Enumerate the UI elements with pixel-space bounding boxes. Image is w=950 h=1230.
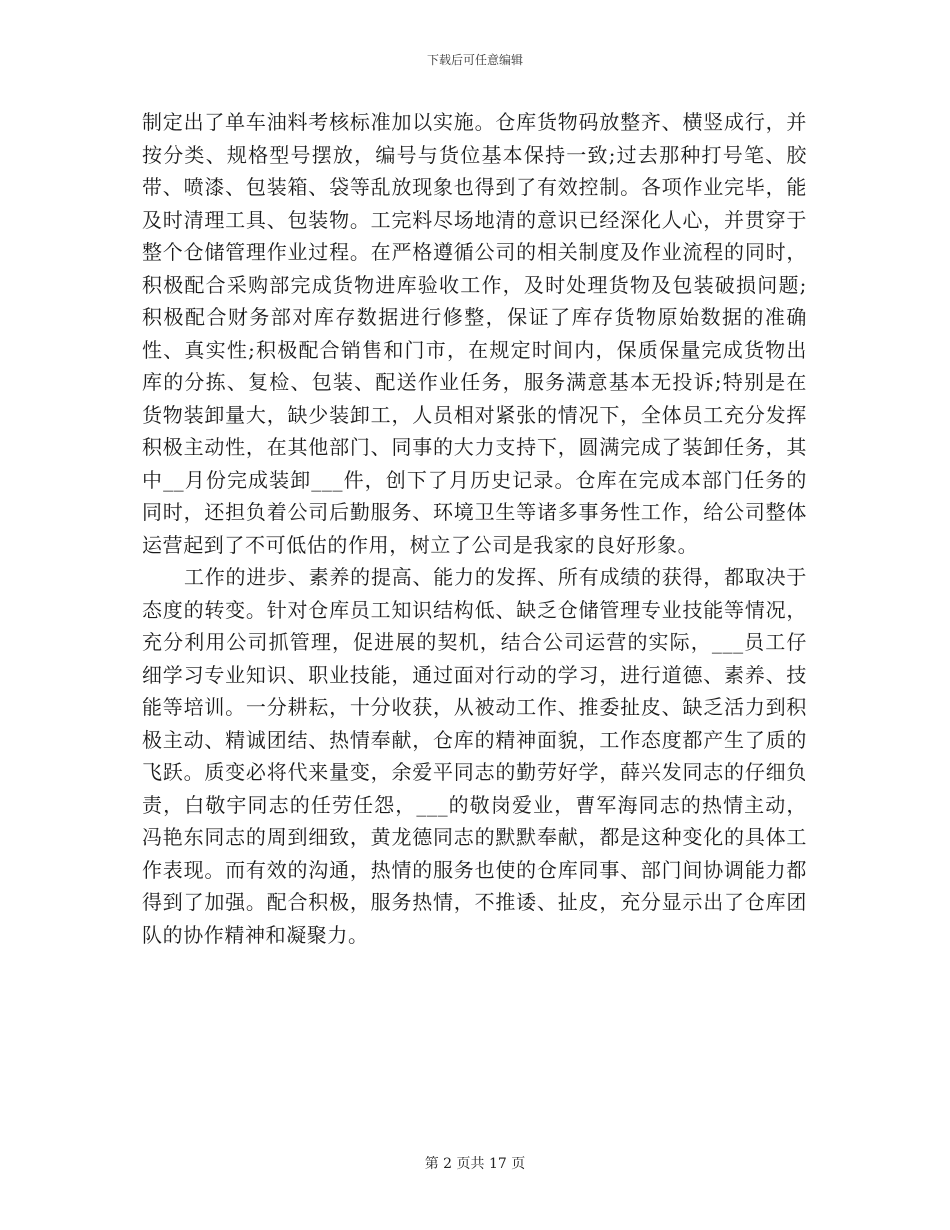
page-number: 第 2 页共 17 页 xyxy=(424,1156,526,1172)
document-body xyxy=(142,106,807,951)
body-paragraph-1: 制定出了单车油料考核标准加以实施。仓库货物码放整齐、横竖成行，并按分类、规格型号摆放，编号与货位基本保持一致;过去那种打号笔、胶带、喷漆、包装箱、袋等乱放现象也得到了有效控制。各项作业完毕，能及时清理工具、包装物。工完料尽场地清的意识已经深化人心，并贯穿于整个仓储管理作业过程。在严格遵循公司的相关制度及作业流程的同时，积极配合采购部完成货物进库验收工作，及时处理货物及包装破损问题;积极配合财务部对库存数据进行修整，保证了库存货物原始数据的准确性、真实性;积极配合销售和门市，在规定时间内，保质保量完成货物出库的分拣、复检、包装、配送作业任务，服务满意基本无投诉;特别是在货物装卸量大，缺少装卸工，人员相对紧张的情况下，全体员工充分发挥积极主动性，在其他部门、同事的大力支持下，圆满完成了装卸任务，其中__月份完成装卸___件，创下了月历史记录。仓库在完成本部门任务的同时，还担负着公司后勤服务、环境卫生等诸多事务性工作，给公司整体运营起到了不可低估的作用，树立了公司是我家的良好形象。 xyxy=(142,110,807,557)
page-header-note: 下载后可任意编辑 xyxy=(426,53,523,67)
body-paragraph-2: 工作的进步、素养的提高、能力的发挥、所有成绩的获得，都取决于态度的转变。针对仓库员工知识结构低、缺乏仓储管理专业技能等情况，充分利用公司抓管理，促进展的契机，结合公司运营的实际，___员工仔细学习专业知识、职业技能，通过面对行动的学习，进行道德、素养、技能等培训。一分耕耘，十分收获，从被动工作、推委扯皮、缺乏活力到积极主动、精诚团结、热情奉献，仓库的精神面貌，工作态度都产生了质的飞跃。质变必将代来量变，余爱平同志的勤劳好学，薛兴发同志的仔细负责，白敬宇同志的任劳任怨，___的敬岗爱业，曹军海同志的热情主动，冯艳东同志的周到细致，黄龙德同志的默默奉献，都是这种变化的具体工作表现。而有效的沟通，热情的服务也使的仓库同事、部门间协调能力都得到了加强。配合积极，服务热情，不推诿、扯皮，充分显示出了仓库团队的协作精神和凝聚力。 xyxy=(142,565,807,947)
